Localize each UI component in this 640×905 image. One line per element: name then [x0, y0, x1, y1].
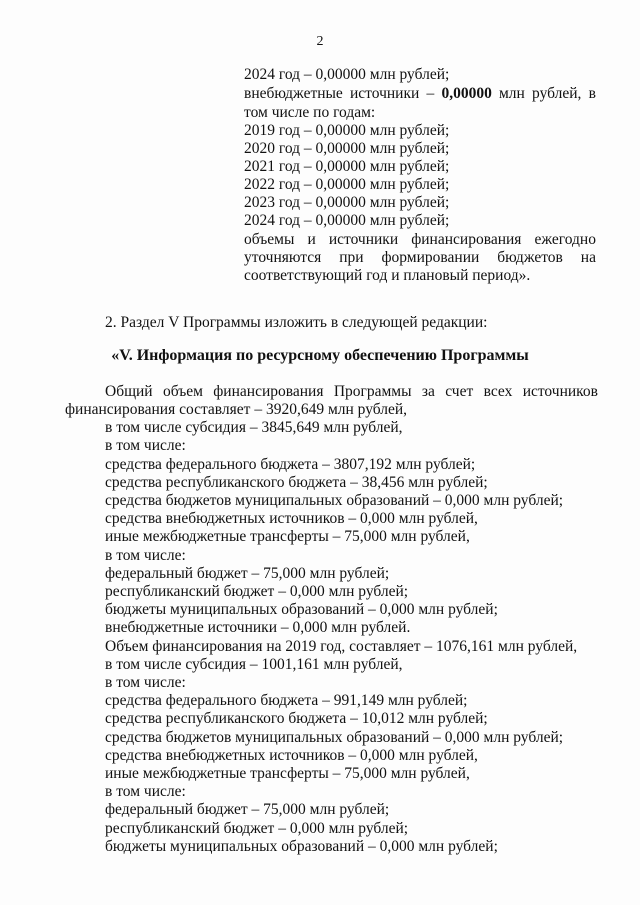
body-line: Объем финансирования на 2019 год, составляет – 1076,161 млн рублей, — [105, 637, 578, 655]
body-line: средства республиканского бюджета – 38,456 млн рублей; — [105, 473, 488, 491]
by-years-line: том числе по годам: — [244, 104, 376, 121]
body-line: республиканский бюджет – 0,000 млн рублей; — [105, 819, 409, 837]
body-line: средства внебюджетных источников – 0,000 млн рублей, — [105, 746, 478, 764]
word: на — [580, 249, 596, 266]
word: источников — [522, 383, 598, 400]
section-heading: «V. Информация по ресурсному обеспечению Программы — [111, 347, 529, 364]
word: при — [339, 249, 364, 266]
body-line: в том числе: — [105, 674, 186, 691]
body-line: в том числе субсидия – 1001,161 млн рублей, — [105, 655, 403, 673]
word: Программы — [333, 383, 412, 400]
word: счет — [445, 383, 474, 400]
word: – — [426, 85, 435, 102]
word: объем — [162, 383, 203, 400]
body-line: республиканский бюджет – 0,000 млн рублей; — [105, 583, 409, 600]
year-line: 2021 год – 0,00000 млн рублей; — [244, 158, 450, 175]
word: формировании — [381, 249, 480, 266]
word: и — [307, 231, 316, 248]
extrabudget-value: 0,00000 — [441, 85, 492, 102]
year-2024-line: 2024 год – 0,00000 млн рублей; — [244, 66, 450, 83]
body-line: иные межбюджетные трансферты – 75,000 млн рублей, — [105, 528, 470, 546]
word: внебюджетные — [244, 85, 343, 102]
word: источники — [350, 85, 420, 102]
word: всех — [483, 383, 513, 400]
body-line: внебюджетные источники – 0,000 млн рублей. — [105, 619, 411, 637]
word: ежегодно — [534, 231, 596, 248]
word: объемы — [244, 231, 295, 248]
word: финансирования — [411, 231, 522, 248]
body-line: в том числе: — [105, 437, 186, 455]
word: финансирования — [213, 383, 324, 400]
word: млн — [499, 85, 525, 102]
body-line: бюджеты муниципальных образований – 0,000 млн рублей; — [105, 837, 498, 855]
extrabudget-line — [244, 85, 596, 103]
year-line: 2019 год – 0,00000 млн рублей; — [244, 122, 450, 139]
clarify-line — [244, 249, 596, 267]
word: в — [588, 85, 596, 102]
page-number: 2 — [316, 34, 324, 49]
body-line: федеральный бюджет – 75,000 млн рублей; — [105, 801, 390, 819]
body-line: финансирования составляет – 3920,649 млн рублей, — [65, 401, 408, 418]
body-first-line — [105, 383, 598, 401]
volumes-line — [244, 231, 596, 249]
body-line: средства внебюджетных источников – 0,000 млн рублей, — [105, 510, 478, 528]
item-2: 2. Раздел V Программы изложить в следующей редакции: — [105, 314, 488, 331]
period-line: соответствующий год и плановый период». — [244, 267, 531, 284]
year-line: 2024 год – 0,00000 млн рублей; — [244, 212, 450, 229]
body-line: средства федерального бюджета – 3807,192 млн рублей; — [105, 455, 476, 473]
body-line: средства бюджетов муниципальных образований – 0,000 млн рублей; — [105, 728, 564, 746]
body-line: в том числе: — [105, 546, 186, 564]
body-line: в том числе: — [105, 783, 186, 801]
word: источники — [328, 231, 399, 248]
body-line: средства бюджетов муниципальных образований – 0,000 млн рублей; — [105, 492, 564, 509]
word: уточняются — [244, 249, 322, 266]
body-line: в том числе субсидия – 3845,649 млн рублей, — [105, 419, 403, 437]
word: рублей, — [532, 85, 582, 102]
year-line: 2022 год – 0,00000 млн рублей; — [244, 176, 450, 193]
body-line: бюджеты муниципальных образований – 0,000 млн рублей; — [105, 601, 498, 619]
body-line: средства федерального бюджета – 991,149 млн рублей; — [105, 692, 468, 710]
word: Общий — [105, 383, 153, 400]
word: за — [421, 383, 435, 400]
year-line: 2023 год – 0,00000 млн рублей; — [244, 194, 450, 211]
word: бюджетов — [497, 249, 563, 266]
body-line: средства республиканского бюджета – 10,012 млн рублей; — [105, 710, 488, 728]
body-line: иные межбюджетные трансферты – 75,000 млн рублей, — [105, 765, 470, 782]
year-line: 2020 год – 0,00000 млн рублей; — [244, 140, 450, 157]
body-line: федеральный бюджет – 75,000 млн рублей; — [105, 564, 390, 582]
